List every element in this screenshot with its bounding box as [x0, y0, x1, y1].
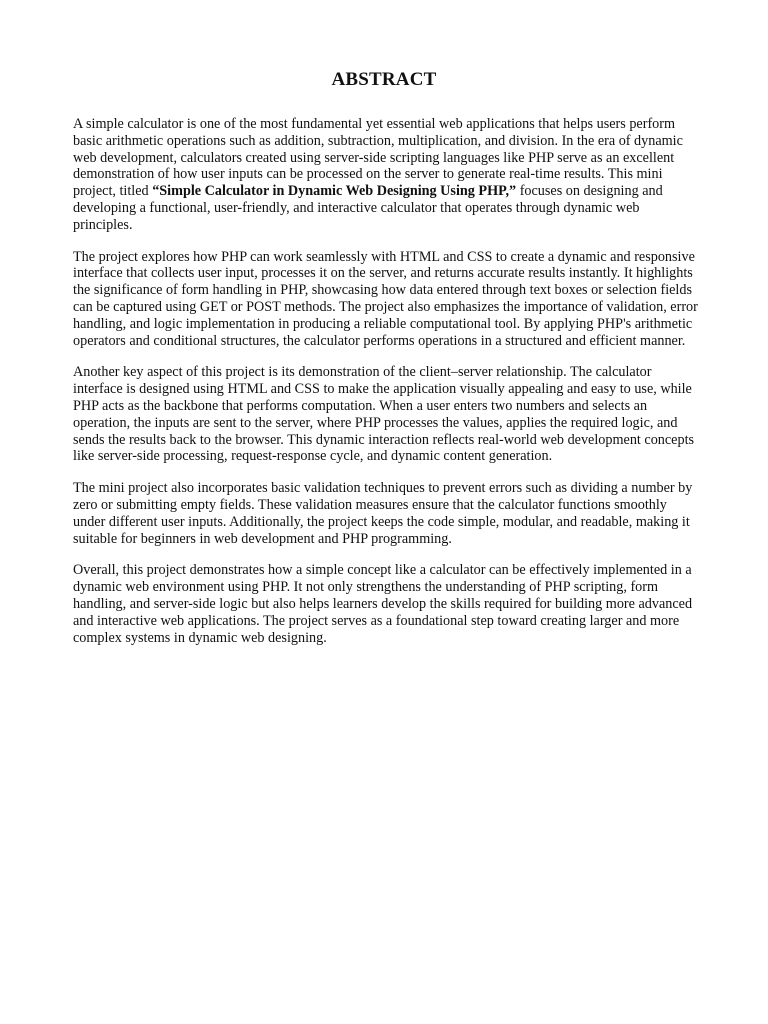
paragraph-1-text-start: A simple calculator is one of the most fundamental yet essential web applications that helps users perform basic arithmetic operations such as addition, subtraction, multiplication, and division. In the era of dynamic web development, calculators created using server-side scripting languages like PHP serve as an excellent demonstration of how user inputs can be processed on the server to generate real-time results. This mini project, titled: [73, 116, 683, 200]
abstract-paragraph-5: Overall, this project demonstrates how a simple concept like a calculator can be effectively implemented in a dynamic web environment using PHP. It not only strengthens the understanding of PHP scripting, form handling, and server-side logic but also helps learners develop the skills required for building more advanced and interactive web applications. The project serves as a foundational step toward creating larger and more complex systems in dynamic web designing.: [73, 562, 693, 646]
paragraph-1-text-end: focuses on designing and developing a functional, user-friendly, and interactive calculator that operates through dynamic web principles.: [73, 183, 663, 233]
abstract-paragraph-2: The project explores how PHP can work seamlessly with HTML and CSS to create a dynamic and responsive interface that collects user input, processes it on the server, and returns accurate results instantly. It highlights the significance of form handling in PHP, showcasing how data entered through text boxes or selection fields can be captured using GET or POST methods. The project also emphasizes the importance of validation, error handling, and logic implementation in producing a reliable computational tool. By applying PHP's arithmetic operators and conditional structures, the calculator performs operations in a structured and efficient manner.: [73, 248, 698, 349]
page-title: ABSTRACT: [331, 69, 437, 90]
abstract-paragraph-3: Another key aspect of this project is its demonstration of the client–server relationship. The calculator interface is designed using HTML and CSS to make the application visually appealing and easy to use, while PHP acts as the backbone that performs computation. When a user enters two numbers and selects an operation, the inputs are sent to the server, where PHP processes the values, applies the required logic, and sends the results back to the browser. This dynamic interaction reflects real-world web development concepts like server-side processing, request-response cycle, and dynamic content generation.: [73, 364, 695, 465]
abstract-body: [73, 116, 698, 661]
abstract-paragraph-4: The mini project also incorporates basic validation techniques to prevent errors such as dividing a number by zero or submitting empty fields. These validation measures ensure that the calculator functions smoothly under different user inputs. Additionally, the project keeps the code simple, modular, and readable, making it suitable for beginners in web development and PHP programming.: [73, 480, 693, 547]
project-title-emphasis: “Simple Calculator in Dynamic Web Designing Using PHP,”: [152, 183, 517, 200]
abstract-paragraph-1: [73, 116, 698, 234]
